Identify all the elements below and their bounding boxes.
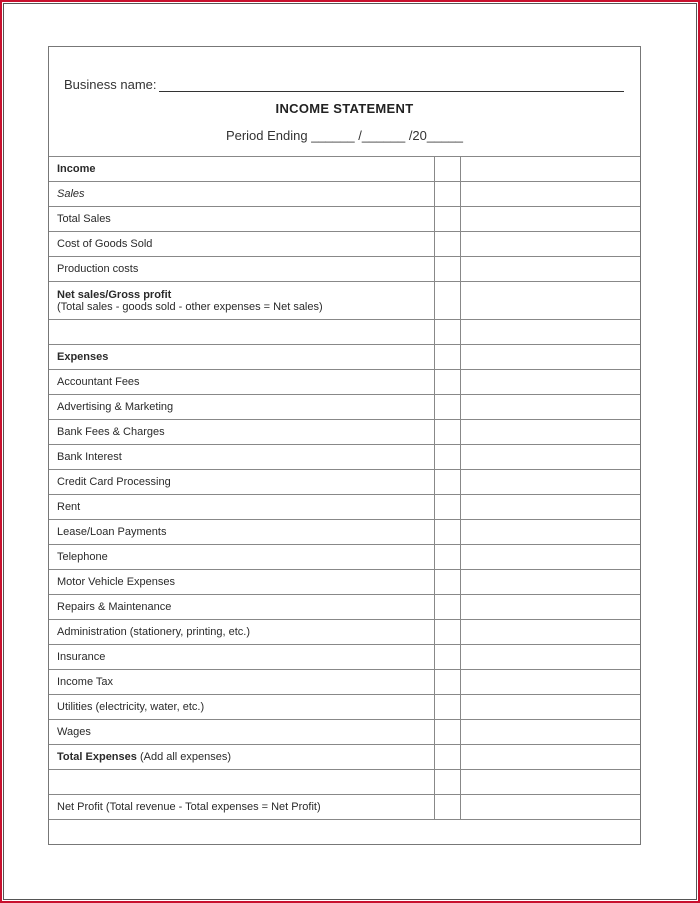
row-check-cell[interactable]: [434, 745, 460, 770]
row-amount-cell[interactable]: [460, 745, 640, 770]
row-label-text: Production costs: [57, 263, 139, 275]
row-label: [49, 570, 434, 595]
table-row: [49, 495, 640, 520]
row-check-cell[interactable]: [434, 232, 460, 257]
row-amount-cell[interactable]: [460, 207, 640, 232]
row-check-cell[interactable]: [434, 282, 460, 320]
row-check-cell[interactable]: [434, 445, 460, 470]
row-check-cell[interactable]: [434, 420, 460, 445]
row-amount-cell[interactable]: [460, 232, 640, 257]
row-label-text: Net Profit (Total revenue - Total expenses = Net Profit): [57, 801, 321, 813]
row-label-text: Motor Vehicle Expenses: [57, 576, 176, 588]
row-amount-cell[interactable]: [460, 595, 640, 620]
row-label-text: Lease/Loan Payments: [57, 526, 167, 538]
row-label: [49, 595, 434, 620]
table-row: [49, 470, 640, 495]
row-check-cell[interactable]: [434, 795, 460, 820]
row-check-cell[interactable]: [434, 207, 460, 232]
row-check-cell[interactable]: [434, 695, 460, 720]
business-name-line[interactable]: [159, 80, 625, 92]
row-label: [49, 445, 434, 470]
row-amount-cell[interactable]: [460, 282, 640, 320]
row-amount-cell[interactable]: [460, 445, 640, 470]
row-label: [49, 282, 434, 320]
table-row: [49, 745, 640, 770]
table-row: [49, 670, 640, 695]
row-label: [49, 545, 434, 570]
row-amount-cell[interactable]: [460, 670, 640, 695]
row-check-cell[interactable]: [434, 770, 460, 795]
table-row: [49, 232, 640, 257]
table-row: [49, 645, 640, 670]
table-row: [49, 545, 640, 570]
table-row: [49, 520, 640, 545]
business-name-field[interactable]: [64, 77, 624, 92]
business-name-label: Business name:: [64, 77, 157, 92]
form-header: [49, 47, 640, 157]
row-label-text: Telephone: [57, 551, 108, 563]
table-row: [49, 595, 640, 620]
row-label: [49, 370, 434, 395]
row-label-text: Wages: [57, 726, 91, 738]
row-label: [49, 695, 434, 720]
row-label-text: Credit Card Processing: [57, 476, 171, 488]
row-check-cell[interactable]: [434, 645, 460, 670]
row-label: [49, 207, 434, 232]
table-row: [49, 207, 640, 232]
row-check-cell[interactable]: [434, 470, 460, 495]
row-label-text: Accountant Fees: [57, 376, 140, 388]
row-amount-cell[interactable]: [460, 420, 640, 445]
row-label: [49, 670, 434, 695]
table-row: [49, 320, 640, 345]
row-check-cell[interactable]: [434, 545, 460, 570]
table-row: [49, 620, 640, 645]
row-label-text: Net sales/Gross profit: [57, 288, 172, 301]
row-label: [49, 795, 434, 820]
table-row: [49, 282, 640, 320]
row-label: [49, 395, 434, 420]
row-amount-cell[interactable]: [460, 570, 640, 595]
form-title: INCOME STATEMENT: [275, 101, 414, 116]
row-check-cell[interactable]: [434, 395, 460, 420]
row-label-text: Total Expenses: [57, 751, 137, 763]
row-label: [49, 345, 434, 370]
row-label-suffix: (Add all expenses): [136, 751, 232, 763]
table-row: [49, 695, 640, 720]
row-label-text: Sales: [57, 188, 85, 200]
statement-table: [49, 156, 640, 820]
row-check-cell[interactable]: [434, 370, 460, 395]
table-row: [49, 420, 640, 445]
row-label: [49, 645, 434, 670]
row-amount-cell[interactable]: [460, 495, 640, 520]
row-amount-cell[interactable]: [460, 770, 640, 795]
row-label: [49, 720, 434, 745]
row-label-text: Total Sales: [57, 213, 111, 225]
row-label: [49, 470, 434, 495]
row-label-text: Bank Interest: [57, 451, 122, 463]
table-row: [49, 720, 640, 745]
income-statement-form: [48, 46, 641, 845]
table-row: [49, 345, 640, 370]
row-amount-cell[interactable]: [460, 695, 640, 720]
row-amount-cell[interactable]: [460, 620, 640, 645]
row-label: [49, 420, 434, 445]
row-label: [49, 232, 434, 257]
row-label: [49, 320, 434, 345]
row-amount-cell[interactable]: [460, 345, 640, 370]
row-amount-cell[interactable]: [460, 520, 640, 545]
table-row: [49, 570, 640, 595]
row-amount-cell[interactable]: [460, 320, 640, 345]
row-label: [49, 182, 434, 207]
row-check-cell[interactable]: [434, 182, 460, 207]
row-label-text: Administration (stationery, printing, etc.): [57, 626, 250, 638]
row-amount-cell[interactable]: [460, 157, 640, 182]
table-row: [49, 395, 640, 420]
row-label: [49, 257, 434, 282]
row-amount-cell[interactable]: [460, 720, 640, 745]
row-check-cell[interactable]: [434, 345, 460, 370]
row-check-cell[interactable]: [434, 570, 460, 595]
row-check-cell[interactable]: [434, 520, 460, 545]
row-amount-cell[interactable]: [460, 470, 640, 495]
row-label-text: Insurance: [57, 651, 106, 663]
row-check-cell[interactable]: [434, 620, 460, 645]
table-row: [49, 257, 640, 282]
row-amount-cell[interactable]: [460, 545, 640, 570]
row-label-text: Bank Fees & Charges: [57, 426, 165, 438]
table-row: [49, 370, 640, 395]
row-label-text: Cost of Goods Sold: [57, 238, 153, 250]
row-amount-cell[interactable]: [460, 795, 640, 820]
row-label: [49, 157, 434, 182]
row-check-cell[interactable]: [434, 320, 460, 345]
table-row: [49, 795, 640, 820]
row-amount-cell[interactable]: [460, 257, 640, 282]
row-label: [49, 770, 434, 795]
row-label-text: Repairs & Maintenance: [57, 601, 172, 613]
row-amount-cell[interactable]: [460, 182, 640, 207]
table-row: [49, 445, 640, 470]
row-label-text: Expenses: [57, 351, 109, 363]
row-amount-cell[interactable]: [460, 645, 640, 670]
row-label: [49, 495, 434, 520]
row-label-text: Rent: [57, 501, 81, 513]
table-row: [49, 182, 640, 207]
row-label: [49, 745, 434, 770]
row-label-text: Utilities (electricity, water, etc.): [57, 701, 205, 713]
row-check-cell[interactable]: [434, 670, 460, 695]
row-label-text: Income: [57, 163, 96, 175]
table-row: [49, 157, 640, 182]
row-label: [49, 520, 434, 545]
period-ending[interactable]: Period Ending ______ /______ /20_____: [225, 128, 464, 143]
row-check-cell[interactable]: [434, 595, 460, 620]
row-label-note: (Total sales - goods sold - other expenses = Net sales): [57, 300, 323, 313]
row-label: [49, 620, 434, 645]
row-check-cell[interactable]: [434, 257, 460, 282]
row-check-cell[interactable]: [434, 720, 460, 745]
row-check-cell[interactable]: [434, 495, 460, 520]
table-row: [49, 770, 640, 795]
row-label-text: Income Tax: [57, 676, 114, 688]
row-amount-cell[interactable]: [460, 395, 640, 420]
row-check-cell[interactable]: [434, 157, 460, 182]
row-amount-cell[interactable]: [460, 370, 640, 395]
row-label-text: Advertising & Marketing: [57, 401, 174, 413]
